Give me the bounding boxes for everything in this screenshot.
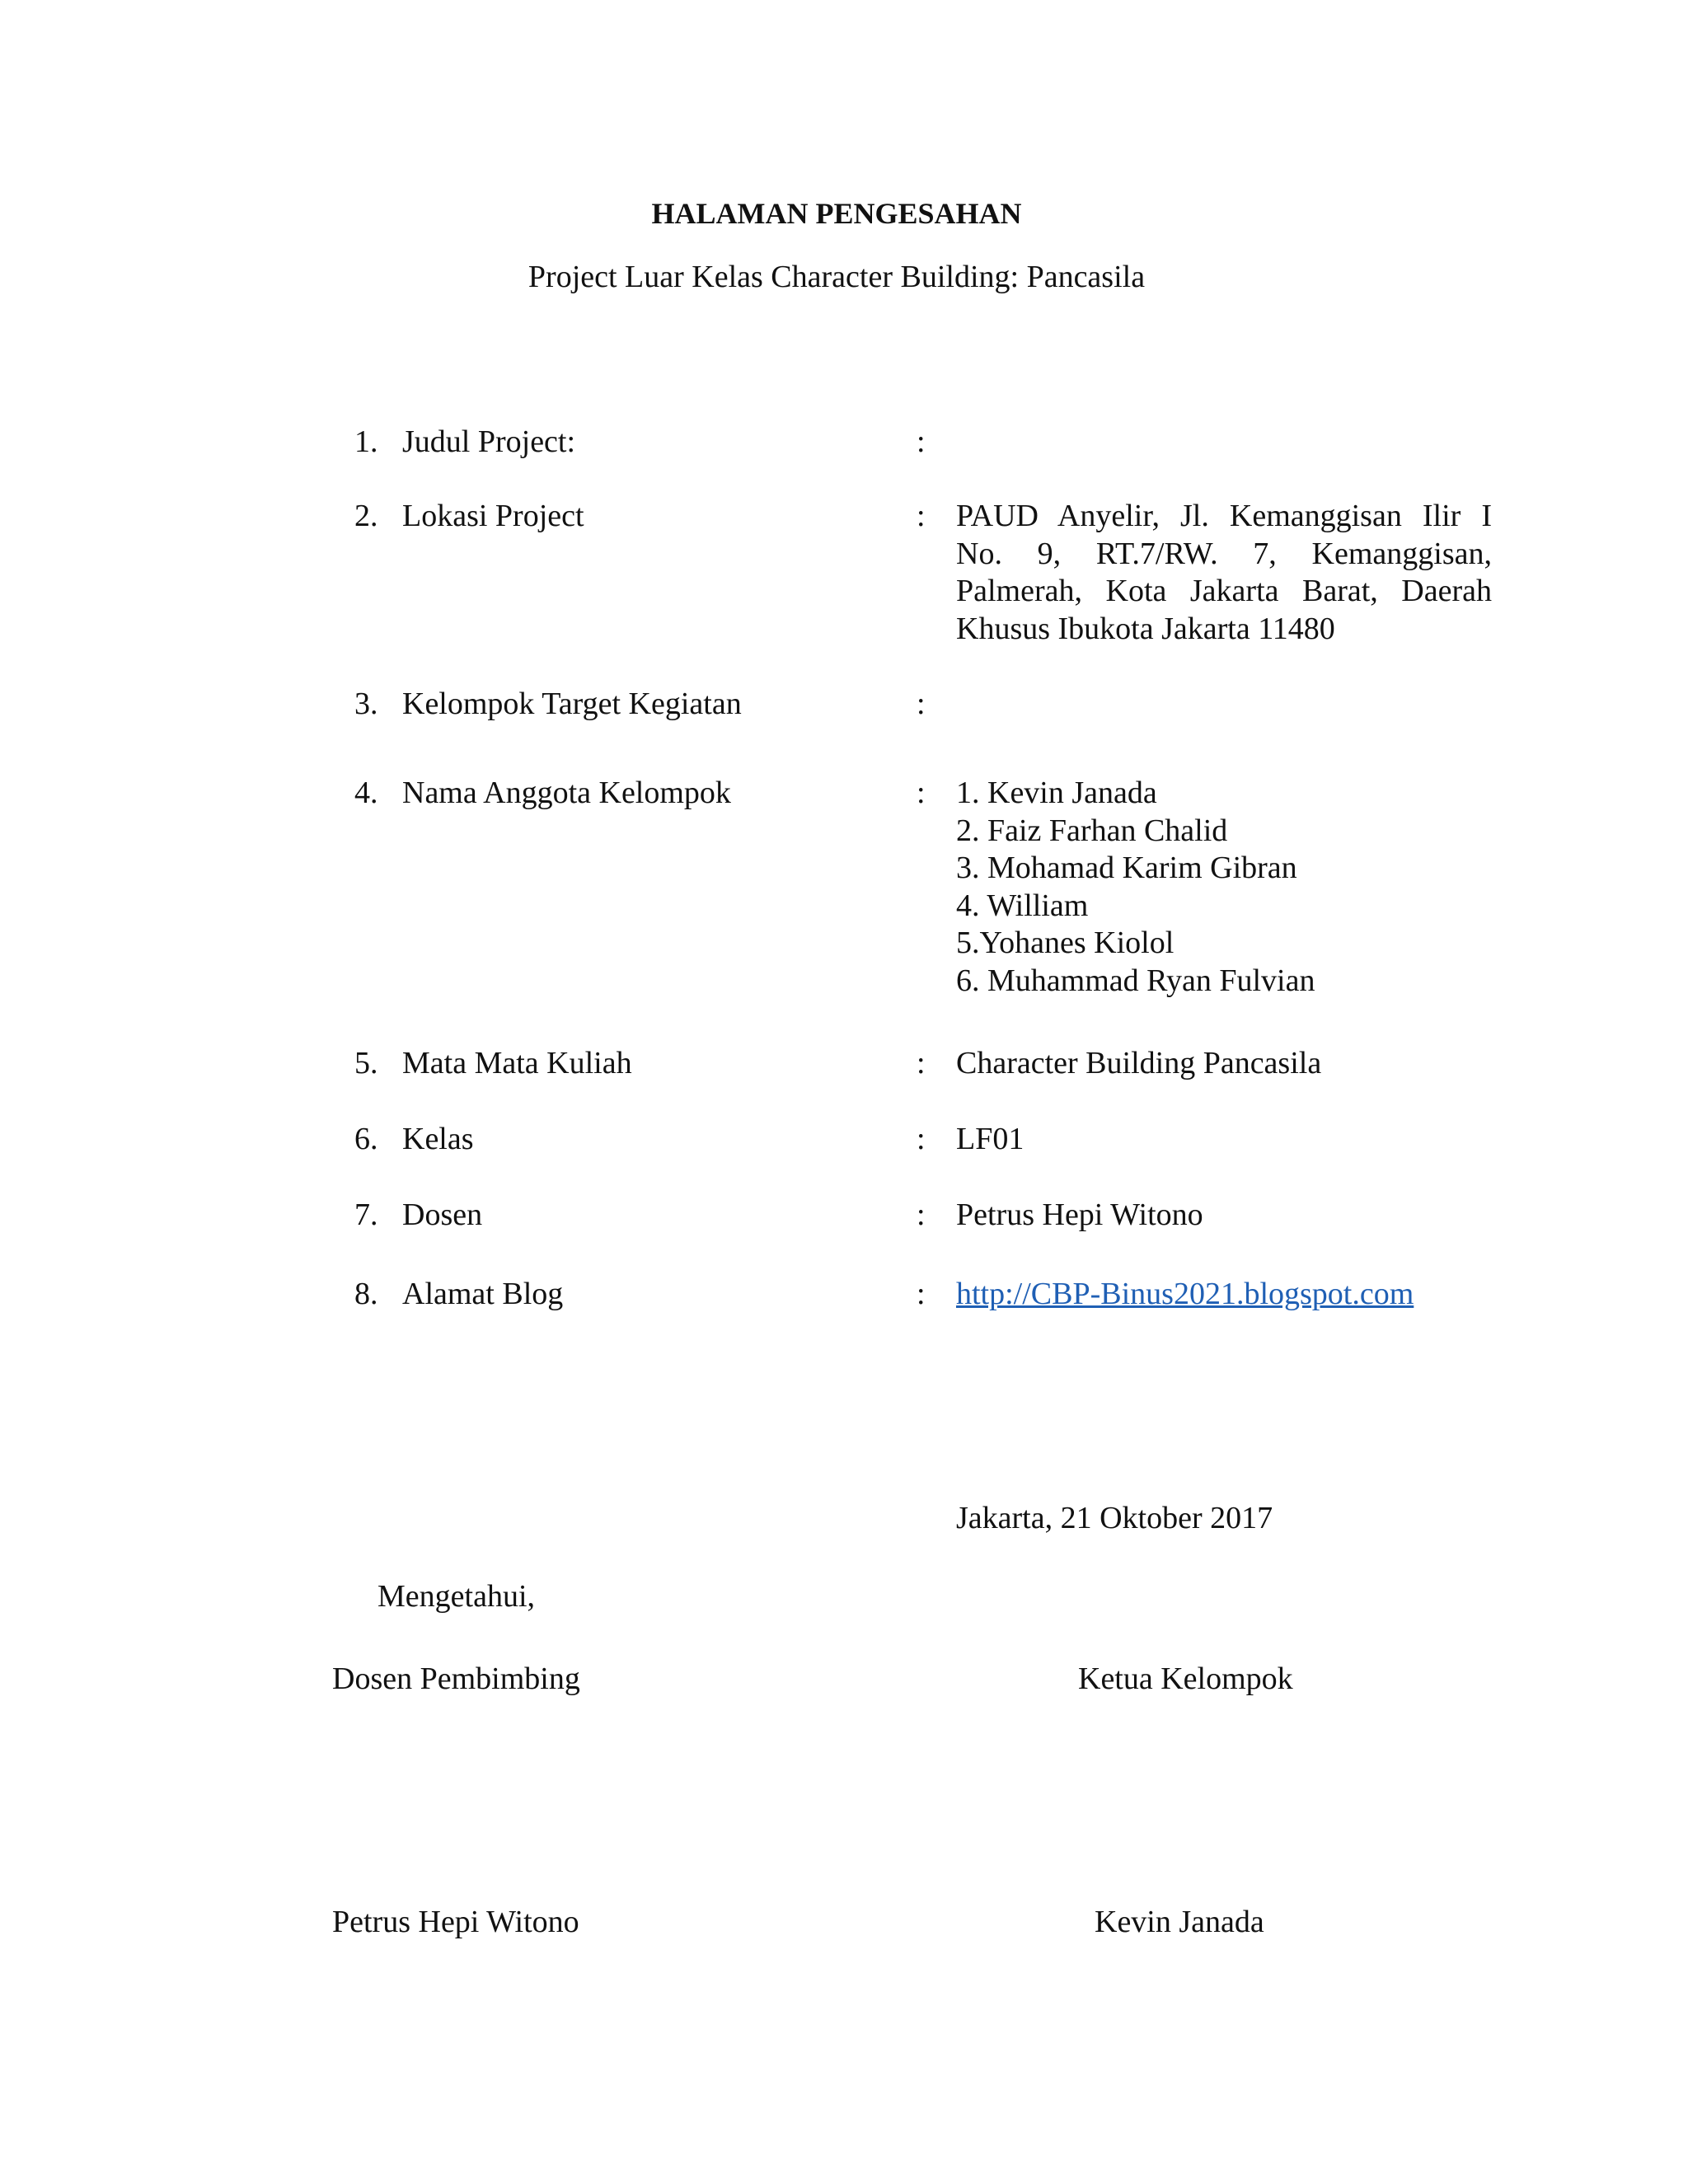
- blog-link[interactable]: http://CBP-Binus2021.blogspot.com: [956, 1277, 1414, 1311]
- list-item: 6. Muhammad Ryan Fulvian: [956, 963, 1315, 998]
- list-item: 3. Mohamad Karim Gibran: [956, 851, 1297, 885]
- lokasi-line: No. 9, RT.7/RW. 7, Kemanggisan,: [956, 536, 1492, 571]
- signature-left-name: Petrus Hepi Witono: [332, 1905, 579, 1939]
- field-value-dosen: Petrus Hepi Witono: [956, 1197, 1203, 1232]
- field-value-blog: [956, 1276, 1414, 1314]
- field-colon-judul: :: [917, 424, 926, 459]
- field-label-dosen: Dosen: [402, 1197, 483, 1232]
- field-label-blog: Alamat Blog: [402, 1277, 564, 1311]
- field-number-anggota: 4.: [354, 776, 378, 810]
- signature-left-role: Dosen Pembimbing: [332, 1661, 580, 1696]
- field-colon-anggota: :: [917, 776, 926, 810]
- field-label-anggota: Nama Anggota Kelompok: [402, 776, 731, 810]
- list-item: 2. Faiz Farhan Chalid: [956, 813, 1228, 848]
- field-number-blog: 8.: [354, 1277, 378, 1311]
- list-item: 5.Yohanes Kiolol: [956, 926, 1175, 960]
- field-number-target: 3.: [354, 687, 378, 721]
- field-value-kelas: LF01: [956, 1122, 1025, 1156]
- lokasi-line: Khusus Ibukota Jakarta 11480: [956, 611, 1335, 646]
- signature-place-date: Jakarta, 21 Oktober 2017: [956, 1501, 1273, 1535]
- signature-right-name: Kevin Janada: [1095, 1905, 1264, 1939]
- field-colon-kelas: :: [917, 1122, 926, 1156]
- field-colon-matkul: :: [917, 1046, 926, 1080]
- field-label-target: Kelompok Target Kegiatan: [402, 687, 742, 721]
- field-label-judul: Judul Project:: [402, 424, 576, 459]
- field-colon-dosen: :: [917, 1197, 926, 1232]
- signature-acknowledged: Mengetahui,: [377, 1579, 536, 1614]
- signature-right-role: Ketua Kelompok: [1078, 1661, 1293, 1696]
- field-number-judul: 1.: [354, 424, 378, 459]
- list-item: 4. William: [956, 888, 1089, 923]
- field-value-matkul: Character Building Pancasila: [956, 1046, 1322, 1080]
- field-label-lokasi: Lokasi Project: [402, 499, 584, 533]
- lokasi-line: Palmerah, Kota Jakarta Barat, Daerah: [956, 574, 1492, 608]
- field-colon-target: :: [917, 687, 926, 721]
- field-number-kelas: 6.: [354, 1122, 378, 1156]
- field-label-matkul: Mata Mata Kuliah: [402, 1046, 632, 1080]
- field-colon-lokasi: :: [917, 499, 926, 533]
- field-value-lokasi: [956, 498, 1492, 648]
- field-number-dosen: 7.: [354, 1197, 378, 1232]
- page-title: HALAMAN PENGESAHAN: [651, 197, 1022, 230]
- field-label-kelas: Kelas: [402, 1122, 474, 1156]
- lokasi-line: PAUD Anyelir, Jl. Kemanggisan Ilir I: [956, 499, 1492, 533]
- list-item: 1. Kevin Janada: [956, 776, 1157, 810]
- field-number-lokasi: 2.: [354, 499, 378, 533]
- field-colon-blog: :: [917, 1277, 926, 1311]
- member-list: [956, 775, 1315, 1000]
- field-number-matkul: 5.: [354, 1046, 378, 1080]
- page-subtitle: Project Luar Kelas Character Building: Pancasila: [528, 260, 1146, 294]
